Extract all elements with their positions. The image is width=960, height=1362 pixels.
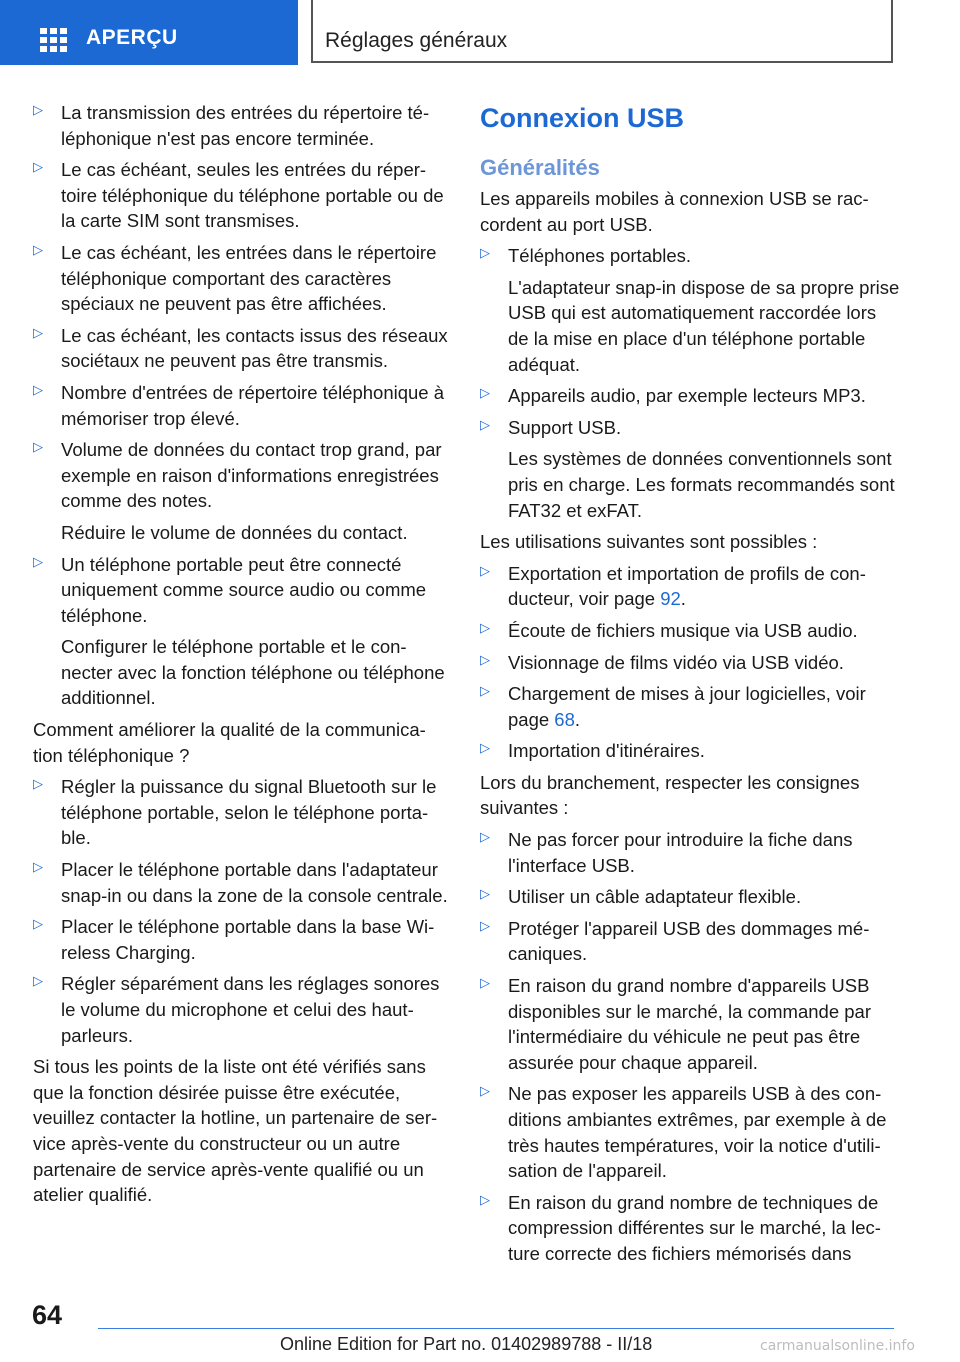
triangle-bullet-icon: ▷ (33, 973, 43, 989)
list-item: ▷ Protéger l'appareil USB des dommages mécaniques. (480, 917, 870, 965)
paragraph: Les appareils mobiles à connexion USB se raccordent au port USB. (480, 188, 869, 235)
list-item: ▷ En raison du grand nombre d'appareils USB disponibles sur le marché, la commande par l'intermédiaire du véhicule ne peut pas être assurée pour chaque appareil. (480, 975, 871, 1073)
list-item: ▷ Téléphones portables. (480, 245, 692, 267)
page-link-68[interactable]: 68 (554, 708, 575, 730)
triangle-bullet-icon: ▷ (33, 776, 43, 792)
list-item: ▷ La transmission des entrées du répertoire téléphonique n'est pas encore terminée. (33, 102, 430, 149)
page-number: 64 (32, 1300, 63, 1330)
triangle-bullet-icon: ▷ (480, 1191, 490, 1207)
list-subtext: Réduire le volume de données du contact. (61, 521, 408, 543)
triangle-bullet-icon: ▷ (33, 916, 43, 932)
list-item: ▷ En raison du grand nombre de techniques de compression différentes sur le marché, la lecture correcte des fichiers mémorisés dans (480, 1191, 881, 1264)
triangle-bullet-icon: ▷ (480, 829, 490, 845)
section-title: Réglages généraux (325, 29, 508, 52)
triangle-bullet-icon: ▷ (480, 886, 490, 902)
triangle-bullet-icon: ▷ (480, 619, 490, 635)
triangle-bullet-icon: ▷ (480, 416, 490, 432)
paragraph: Lors du branchement, respecter les consignes suivantes : (480, 771, 860, 819)
footer-edition: Online Edition for Part no. 01402989788 - II/18 (280, 1334, 653, 1354)
triangle-bullet-icon: ▷ (33, 324, 43, 340)
list-subtext: L'adaptateur snap-in dispose de sa propre prise USB qui est automatiquement raccordée lors de la mise en place d'un téléphone portable adéquat. (508, 276, 900, 375)
list-item: ▷ Le cas échéant, seules les entrées du répertoire téléphonique du téléphone portable ou de la carte SIM sont transmises. (33, 159, 444, 232)
list-item: ▷ Chargement de mises à jour logicielles, voir page 68. (480, 683, 866, 730)
list-item: ▷ Nombre d'entrées de répertoire téléphonique à mémoriser trop élevé. (33, 381, 445, 429)
triangle-bullet-icon: ▷ (480, 975, 490, 991)
list-item: ▷ Placer le téléphone portable dans l'adaptateur snap-in ou dans la zone de la console centrale. (33, 859, 448, 906)
triangle-bullet-icon: ▷ (33, 102, 43, 117)
triangle-bullet-icon: ▷ (480, 245, 490, 261)
subsection-heading: Généralités (480, 155, 600, 180)
paragraph: Comment améliorer la qualité de la communication téléphonique ? (33, 719, 426, 766)
left-column (33, 100, 448, 1214)
list-subtext: Configurer le téléphone portable et le connecter avec la fonction téléphone ou téléphone additionnel. (61, 636, 445, 709)
list-item: ▷ Visionnage de films vidéo via USB vidéo. (480, 651, 844, 673)
footer-divider (98, 1328, 894, 1329)
list-item: ▷ Appareils audio, par exemple lecteurs MP3. (480, 385, 866, 407)
list-item: ▷ Utiliser un câble adaptateur flexible. (480, 886, 802, 908)
triangle-bullet-icon: ▷ (480, 917, 490, 933)
triangle-bullet-icon: ▷ (480, 562, 490, 578)
list-item: ▷ Exportation et importation de profils de conducteur, voir page 92. (480, 562, 866, 610)
triangle-bullet-icon: ▷ (33, 439, 43, 455)
triangle-bullet-icon: ▷ (480, 740, 490, 756)
triangle-bullet-icon: ▷ (33, 159, 43, 175)
list-item: ▷ Régler séparément dans les réglages sonores le volume du microphone et celui des haut-parleurs. (33, 973, 440, 1046)
triangle-bullet-icon: ▷ (33, 241, 43, 257)
page-link-92[interactable]: 92 (660, 588, 681, 610)
watermark: carmanualsonline.info (760, 1338, 915, 1354)
section-heading: Connexion USB (480, 103, 685, 133)
list-item: ▷ Ne pas exposer les appareils USB à des conditions ambiantes extrêmes, par exemple à de très hautes températures, voir la notice d'utilisation de l'appareil. (480, 1083, 887, 1182)
triangle-bullet-icon: ▷ (33, 381, 43, 397)
list-item: ▷ Support USB. (480, 416, 622, 438)
grid-icon (40, 28, 68, 52)
list-item: ▷ Ne pas forcer pour introduire la fiche dans l'interface USB. (480, 829, 853, 876)
triangle-bullet-icon: ▷ (480, 385, 490, 401)
list-item: ▷ Écoute de fichiers musique via USB audio. (480, 619, 858, 641)
list-item: ▷ Le cas échéant, les entrées dans le répertoire téléphonique comportant des caractères spéciaux ne peuvent pas être affichées. (33, 241, 437, 315)
triangle-bullet-icon: ▷ (33, 859, 43, 875)
list-item: ▷ Placer le téléphone portable dans la base Wireless Charging. (33, 916, 435, 963)
list-item: ▷ Importation d'itinéraires. (480, 740, 705, 762)
list-item: ▷ Le cas échéant, les contacts issus des réseaux sociétaux ne peuvent pas être transmis. (33, 324, 448, 372)
triangle-bullet-icon: ▷ (480, 683, 490, 699)
right-column (480, 100, 900, 1273)
list-item: ▷ Volume de données du contact trop grand, par exemple en raison d'informations enregistrées comme des notes. (33, 439, 442, 512)
paragraph: Si tous les points de la liste ont été vérifiés sans que la fonction désirée puisse être exécutée, veuillez contacter la hotline, un partenaire de service après-vente du constructeur ou un autre partenaire de service après-vente qualifié ou un atelier qualifié. (33, 1056, 438, 1206)
triangle-bullet-icon: ▷ (480, 1083, 490, 1099)
list-item: ▷ Régler la puissance du signal Bluetooth sur le téléphone portable, selon le téléphone portable. (33, 776, 437, 849)
overview-label: APERÇU (86, 26, 178, 49)
list-item: ▷ Un téléphone portable peut être connecté uniquement comme source audio ou comme téléphone. (33, 553, 427, 626)
triangle-bullet-icon: ▷ (33, 553, 43, 569)
paragraph: Les utilisations suivantes sont possibles : (480, 531, 818, 553)
list-subtext: Les systèmes de données conventionnels sont pris en charge. Les formats recommandés sont FAT32 et exFAT. (508, 448, 895, 521)
triangle-bullet-icon: ▷ (480, 651, 490, 667)
overview-tab[interactable] (0, 0, 298, 65)
